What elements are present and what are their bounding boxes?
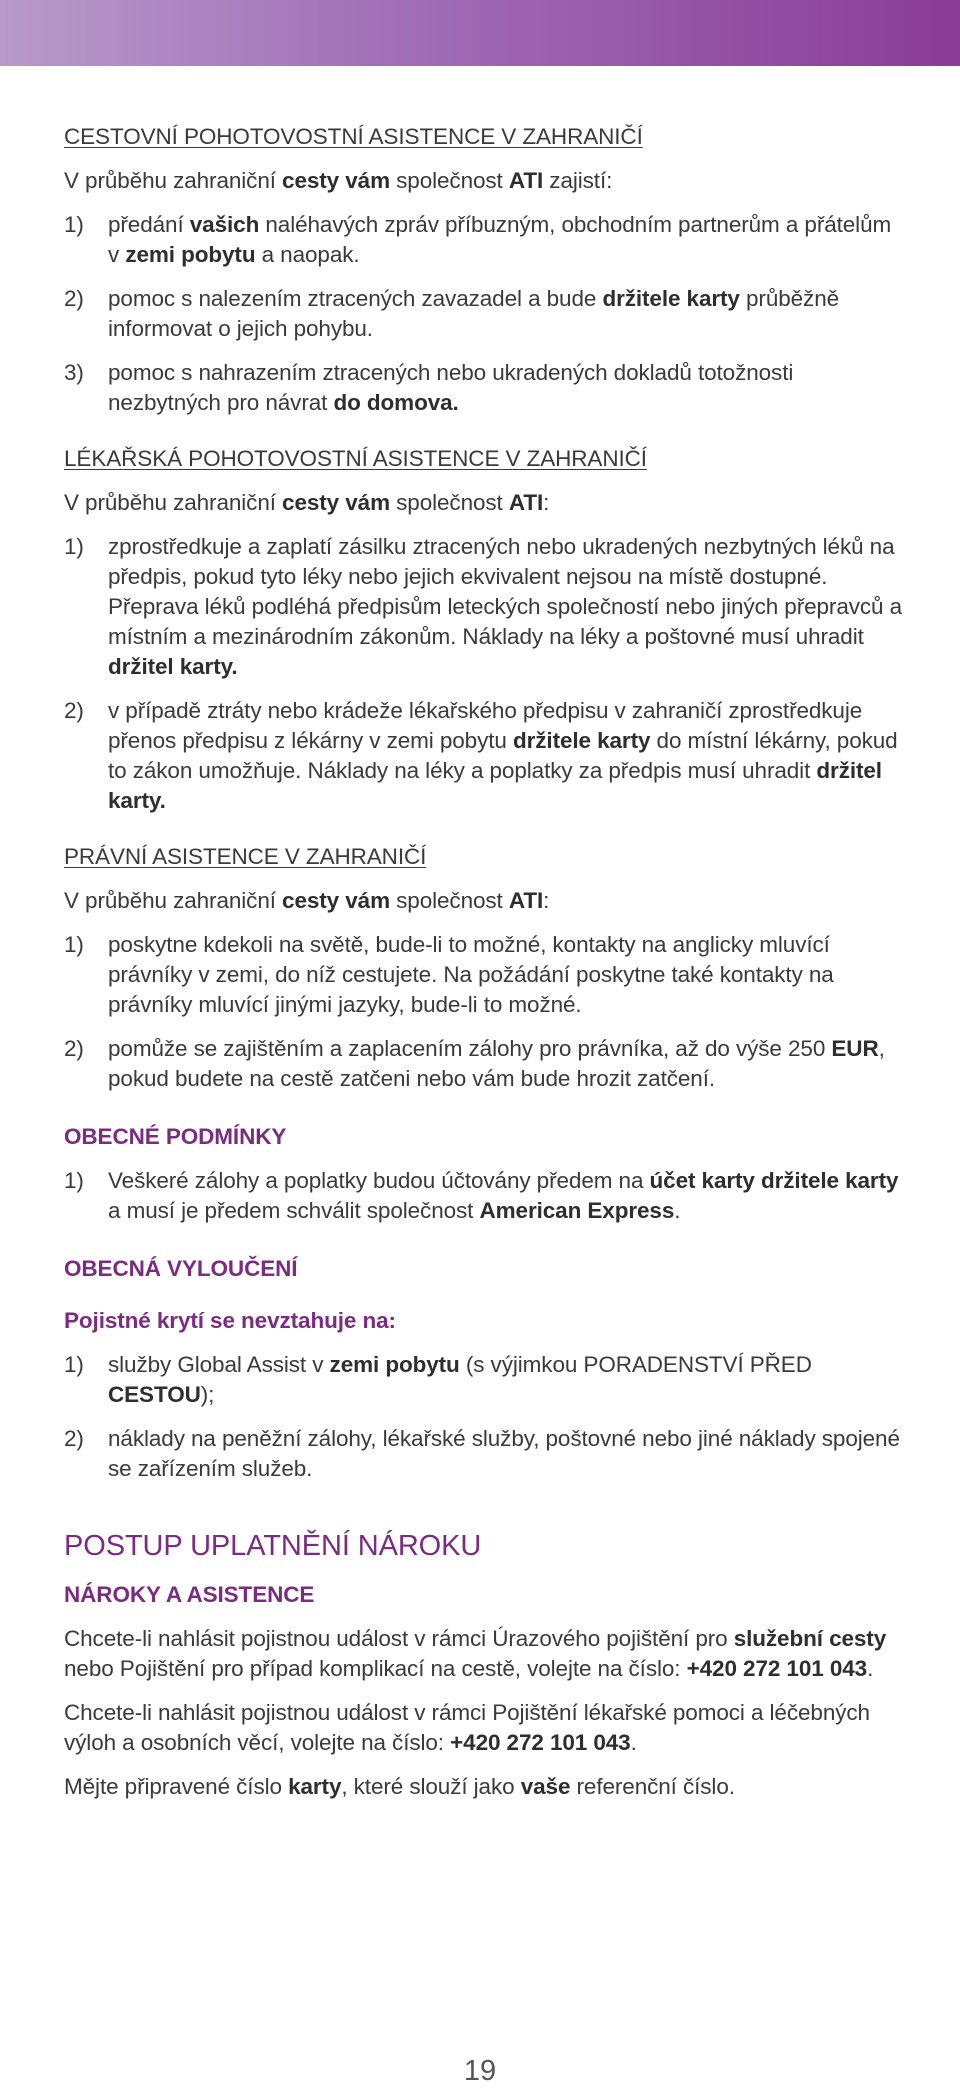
list-item: 2) v případě ztráty nebo krádeže lékařského předpisu v zahraničí zprostředkuje přenos předpisu z lékárny v zemi pobytu držitele karty do místní lékárny, pokud to zákon umožňuje. Náklady na léky a poplatky za předpis musí uhradit držitel karty. [64,698,898,813]
page-content [64,122,904,1816]
section-intro: V průběhu zahraniční cesty vám společnost ATI: [64,888,550,913]
list-item: 1) zprostředkuje a zaplatí zásilku ztracených nebo ukradených nezbytných léků na předpis, pokud tyto léky nebo jejich ekvivalent nejsou na místě dostupné. Přeprava léků podléhá předpisům leteckých společností nebo jiných přepravců a místním a mezinárodním zákonům. Náklady na léky a poštovné musí uhradit držitel karty. [64,534,903,679]
section-heading: CESTOVNÍ POHOTOVOSTNÍ ASISTENCE V ZAHRANIČÍ [64,124,643,149]
section-subheading: Pojistné krytí se nevztahuje na: [64,1308,396,1333]
header-gradient-bar [0,0,960,66]
page-number: 19 [463,2055,497,2087]
section-heading: LÉKAŘSKÁ POHOTOVOSTNÍ ASISTENCE V ZAHRANIČÍ [64,446,647,471]
paragraph: Chcete-li nahlásit pojistnou událost v rámci Úrazového pojištění pro služební cesty nebo Pojištění pro případ komplikací na cestě, volejte na číslo: +420 272 101 043. [64,1626,887,1681]
list-item: 1) služby Global Assist v zemi pobytu (s výjimkou PORADENSTVÍ PŘED CESTOU); [64,1352,812,1407]
page-section-title: POSTUP UPLATNĚNÍ NÁROKU [64,1530,482,1562]
section-heading: OBECNÁ VYLOUČENÍ [64,1256,298,1281]
section-general-exclusions [64,1254,904,1484]
list-item: 2) náklady na peněžní zálohy, lékařské služby, poštovné nebo jiné náklady spojené se zařízením služeb. [64,1426,900,1481]
section-general-conditions [64,1122,904,1226]
list-item: 2) pomoc s nalezením ztracených zavazadel a bude držitele karty průběžně informovat o jejich pohybu. [64,286,840,341]
section-travel-assistance [64,122,904,418]
section-legal-assistance [64,842,904,1094]
section-claims [64,1528,904,1802]
section-heading: PRÁVNÍ ASISTENCE V ZAHRANIČÍ [64,844,427,869]
list-item: 1) předání vašich naléhavých zpráv příbuzným, obchodním partnerům a přátelům v zemi pobytu a naopak. [64,212,892,267]
list-item: 1) Veškeré zálohy a poplatky budou účtovány předem na účet karty držitele karty a musí je předem schválit společnost American Express. [64,1168,899,1223]
list-item: 1) poskytne kdekoli na světě, bude-li to možné, kontakty na anglicky mluvící právníky v zemi, do níž cestujete. Na požádání poskytne také kontakty na právníky mluvící jinými jazyky, bude-li to možné. [64,932,834,1017]
list-item: 2) pomůže se zajištěním a zaplacením zálohy pro právníka, až do výše 250 EUR, pokud budete na cestě zatčeni nebo vám bude hrozit zatčení. [64,1036,885,1091]
list-item: 3) pomoc s nahrazením ztracených nebo ukradených dokladů totožnosti nezbytných pro návrat do domova. [64,360,794,415]
section-medical-assistance [64,444,904,816]
paragraph: Mějte připravené číslo karty, které slouží jako vaše referenční číslo. [64,1774,735,1799]
section-heading: OBECNÉ PODMÍNKY [64,1124,287,1149]
section-intro: V průběhu zahraniční cesty vám společnost ATI: [64,490,550,515]
section-heading: NÁROKY A ASISTENCE [64,1582,315,1607]
paragraph: Chcete-li nahlásit pojistnou událost v rámci Pojištění lékařské pomoci a léčebných výloh a osobních věcí, volejte na číslo: +420 272 101 043. [64,1700,870,1755]
section-intro: V průběhu zahraniční cesty vám společnost ATI zajistí: [64,168,613,193]
